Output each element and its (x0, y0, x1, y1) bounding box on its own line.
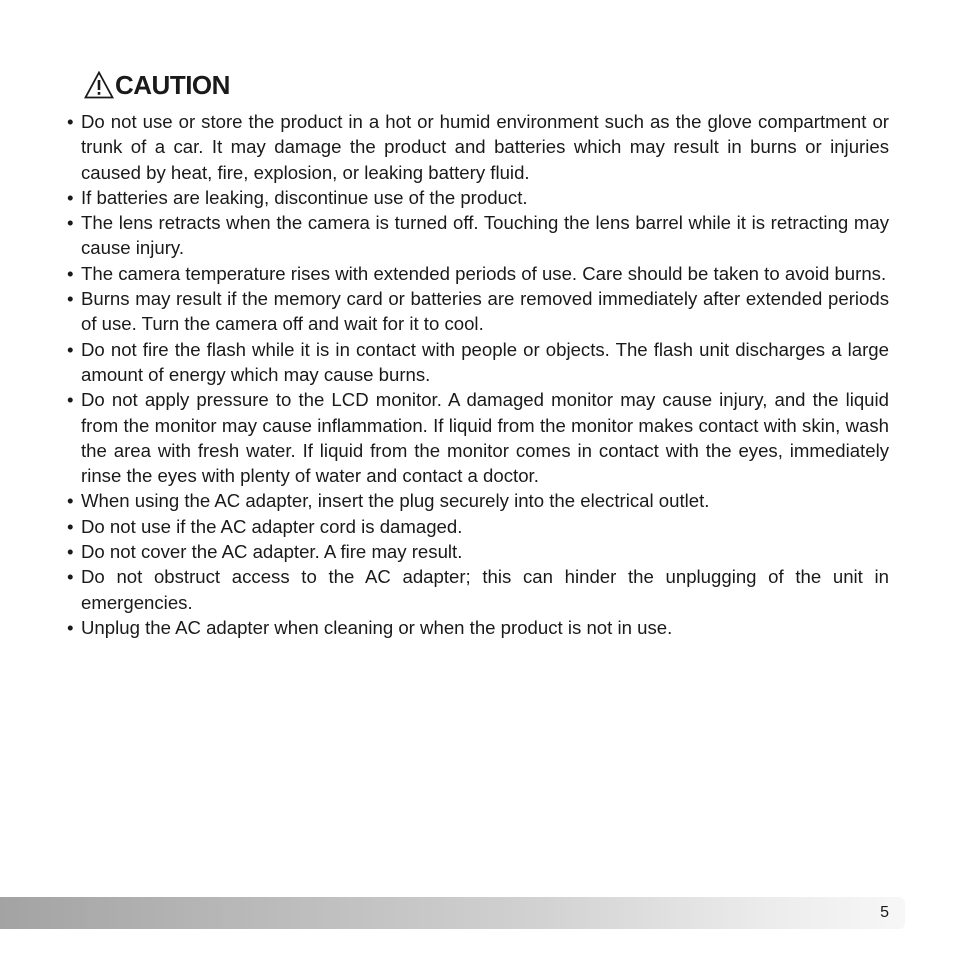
list-item (66, 210, 889, 261)
item-text: Unplug the AC adapter when cleaning or when the product is not in use. (81, 616, 673, 638)
list-item (66, 514, 889, 539)
item-text: When using the AC adapter, insert the plug securely into the electrical outlet. (81, 490, 710, 512)
list-item (66, 286, 889, 337)
list-item (66, 488, 889, 513)
bullet: • (67, 389, 74, 411)
bullet: • (67, 515, 74, 537)
item-text: Do not use if the AC adapter cord is damaged. (81, 515, 463, 537)
list-item (66, 185, 889, 210)
list-item (66, 387, 889, 488)
bullet: • (67, 616, 74, 638)
item-text: The camera temperature rises with extended periods of use. Care should be taken to avoid burns. (81, 262, 887, 284)
item-text: Do not obstruct access to the AC adapter; this can hinder the unplugging of the unit in emergencies. (81, 566, 889, 613)
item-text: Do not cover the AC adapter. A fire may result. (81, 541, 463, 563)
item-text: Do not fire the flash while it is in contact with people or objects. The flash unit discharges a large amount of energy which may cause burns. (81, 338, 889, 385)
bullet: • (67, 566, 74, 588)
item-text: Do not use or store the product in a hot or humid environment such as the glove compartment or trunk of a car. It may damage the product and batteries which may result in burns or injuries caused by heat, fire, explosion, or leaking battery fluid. (81, 111, 889, 183)
item-text: Do not apply pressure to the LCD monitor. A damaged monitor may cause injury, and the liquid from the monitor may cause inflammation. If liquid from the monitor makes contact with skin, wash the area with fresh water. If liquid from the monitor comes in contact with the eyes, immediately rinse the eyes with plenty of water and contact a doctor. (81, 389, 889, 487)
page-number: 5 (880, 904, 889, 921)
caution-list (66, 109, 889, 640)
list-item (66, 615, 889, 640)
page-title: CAUTION (115, 70, 230, 100)
item-text: Burns may result if the memory card or batteries are removed immediately after extended periods of use. Turn the camera off and wait for it to cool. (81, 288, 889, 335)
bullet: • (67, 338, 74, 360)
bullet: • (67, 262, 74, 284)
list-item (66, 337, 889, 388)
list-item (66, 261, 889, 286)
list-item (66, 109, 889, 185)
bullet: • (67, 111, 74, 132)
item-text: If batteries are leaking, discontinue use of the product. (81, 186, 528, 208)
bullet: • (67, 212, 74, 234)
bullet: • (67, 490, 74, 512)
bullet: • (67, 186, 74, 208)
footer-bar (0, 897, 905, 929)
warning-triangle-icon (84, 71, 114, 99)
bullet: • (67, 288, 74, 310)
item-text: The lens retracts when the camera is turned off. Touching the lens barrel while it is retracting may cause injury. (81, 212, 889, 259)
bullet: • (67, 541, 74, 563)
list-item (66, 564, 889, 615)
list-item (66, 539, 889, 564)
caution-heading (84, 68, 230, 102)
